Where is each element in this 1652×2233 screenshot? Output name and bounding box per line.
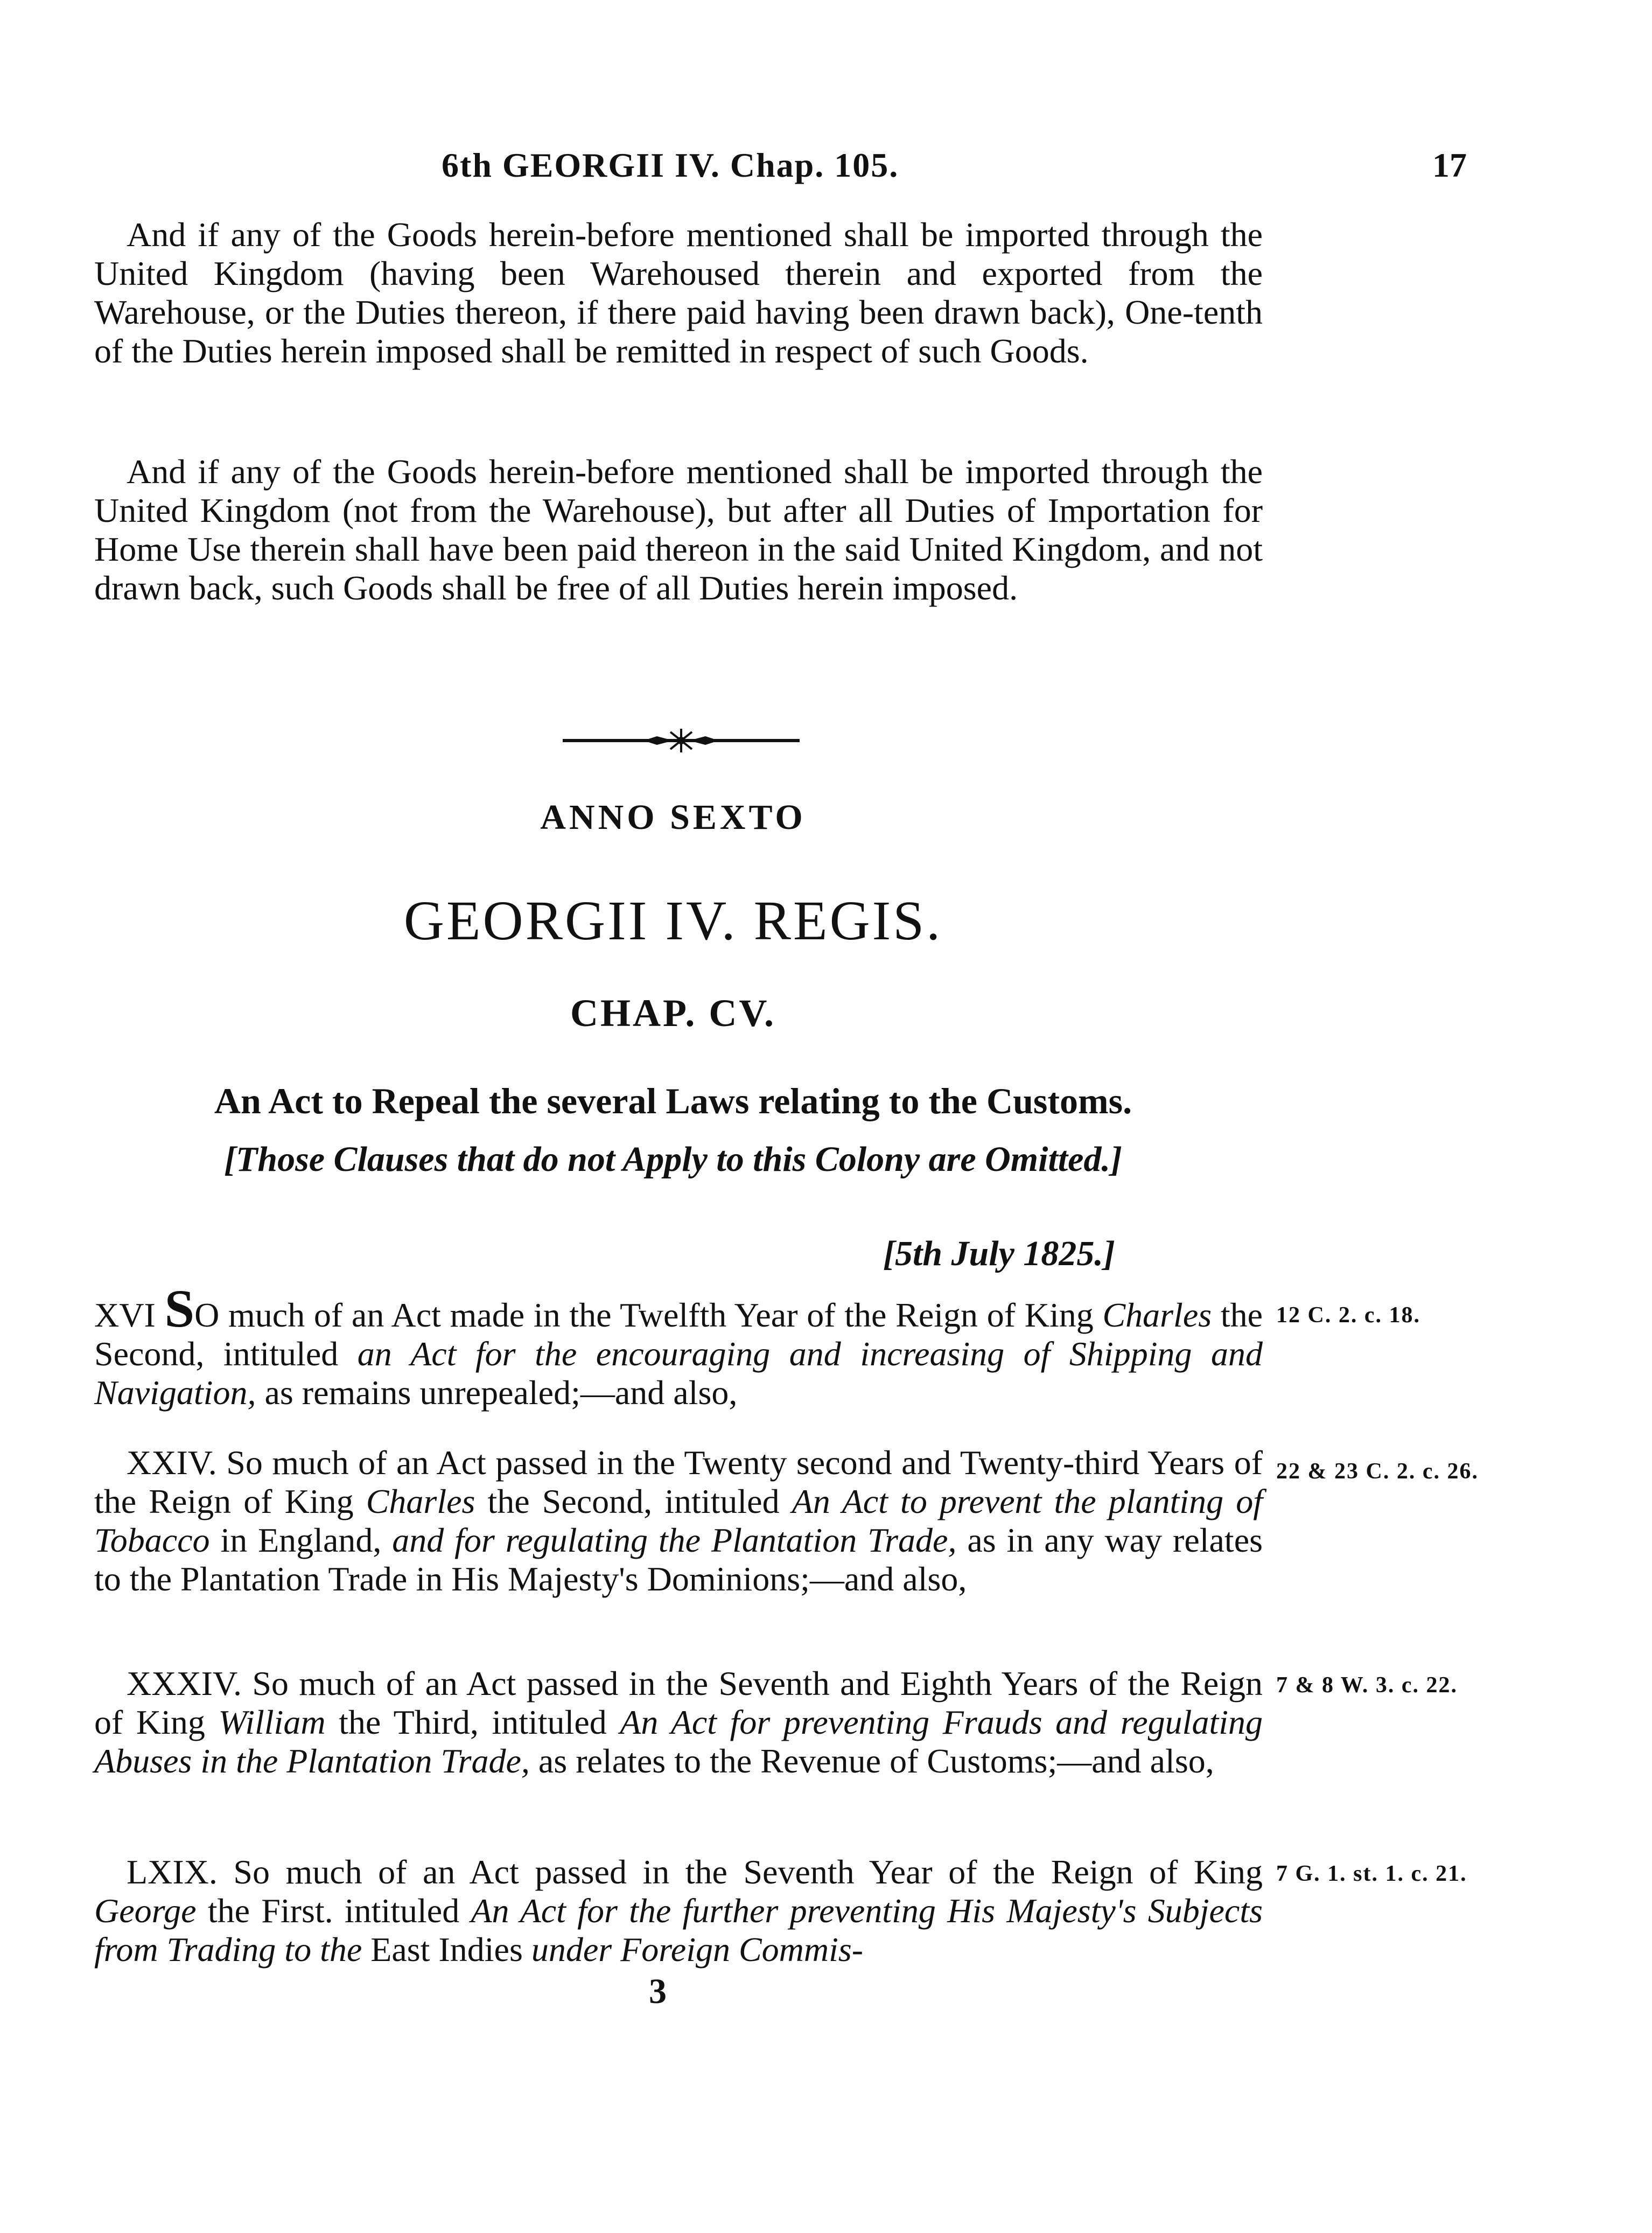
anno-heading: ANNO SEXTO (540, 798, 806, 837)
margin-citation: 12 C. 2. c. 18. (1276, 1303, 1420, 1328)
section-text: as relates to the Revenue of Customs;—and also, (529, 1742, 1214, 1780)
section-xxxiv (94, 1664, 1263, 1781)
section-text: So much of an Act passed in the Seventh and Eighth Years of the Reign of King (94, 1664, 1263, 1741)
section-number: XVI (94, 1296, 156, 1334)
section-italic: an Act for the encouraging and increasing of Shipping and Navigation, (94, 1335, 1263, 1412)
section-text: as remains unrepealed;—and also, (256, 1373, 738, 1412)
section-xxiv (94, 1443, 1263, 1599)
section-italic: An Act to prevent the planting of Tobacco (94, 1482, 1263, 1559)
act-title: An Act to Repeal the several Laws relating to the Customs. (214, 1080, 1132, 1121)
page-number: 17 (1432, 146, 1467, 184)
section-italic: An Act for the further preventing His Majesty's Subjects from Trading to the (94, 1892, 1263, 1969)
margin-citation: 7 & 8 W. 3. c. 22. (1276, 1673, 1458, 1698)
section-italic: under Foreign Commis- (531, 1930, 864, 1969)
paragraph-text: And if any of the Goods herein-before mentioned shall be imported through the United Kingdom (not from the Warehouse), but after all Duties of Importation for Home Use therein shall have been paid thereon in the said United Kingdom, and not drawn back, such Goods shall be free of all Duties herein imposed. (94, 452, 1263, 607)
paragraph-text: And if any of the Goods herein-before mentioned shall be imported through the United Kingdom (having been Warehoused therein and exported from the Warehouse, or the Duties thereon, if there paid having been drawn back), One-tenth of the Duties herein imposed shall be remitted in respect of such Goods. (94, 215, 1263, 370)
ornament-divider-icon (563, 724, 800, 757)
section-text: So much of an Act passed in the Seventh Year of the Reign of King (217, 1853, 1263, 1891)
section-number: LXIX. (127, 1853, 218, 1891)
section-italic: Charles (366, 1482, 475, 1520)
section-number: XXIV. (127, 1443, 217, 1482)
section-text: So much of an Act passed in the Twenty second and Twenty-third Years of the Reign of King (94, 1443, 1263, 1520)
section-text: in England, (209, 1521, 393, 1559)
section-number: XXXIV. (127, 1664, 242, 1702)
section-text: as in any way relates to the Plantation Trade in His Majesty's Dominions;—and also, (94, 1521, 1263, 1598)
section-text: the First. intituled (196, 1892, 471, 1930)
section-italic: An Act for preventing Frauds and regulating Abuses in the Plantation Trade, (94, 1703, 1263, 1780)
omitted-clauses-note: [Those Clauses that do not Apply to this Colony are Omitted.] (224, 1140, 1122, 1179)
margin-citation: 22 & 23 C. 2. c. 26. (1276, 1459, 1479, 1484)
chapter-heading: CHAP. CV. (570, 992, 776, 1035)
paragraph-warehoused-goods (94, 215, 1263, 371)
paragraph-duties-paid-goods (94, 452, 1263, 608)
section-lxix (94, 1853, 1263, 1969)
section-italic: and for regulating the Plantation Trade, (392, 1521, 957, 1559)
section-text: O much of an Act made in the Twelfth Year of the Reign of King (194, 1296, 1103, 1334)
running-title: 6th GEORGII IV. Chap. 105. (442, 146, 899, 184)
regis-heading: GEORGII IV. REGIS. (403, 890, 943, 952)
section-text: the Second, intituled (94, 1296, 1263, 1373)
section-italic: George (94, 1892, 197, 1930)
section-text: the Third, intituled (325, 1703, 620, 1741)
section-italic: Charles (1102, 1296, 1212, 1334)
signature-mark: 3 (649, 1972, 667, 2011)
section-xvi (94, 1279, 1263, 1412)
section-italic: William (218, 1703, 326, 1741)
drop-letter: S (164, 1279, 195, 1338)
margin-citation: 7 G. 1. st. 1. c. 21. (1276, 1861, 1467, 1886)
running-head (0, 145, 1652, 199)
act-date: [5th July 1825.] (883, 1234, 1115, 1273)
section-text: the Second, intituled (475, 1482, 792, 1520)
section-text: East Indies (362, 1930, 531, 1969)
